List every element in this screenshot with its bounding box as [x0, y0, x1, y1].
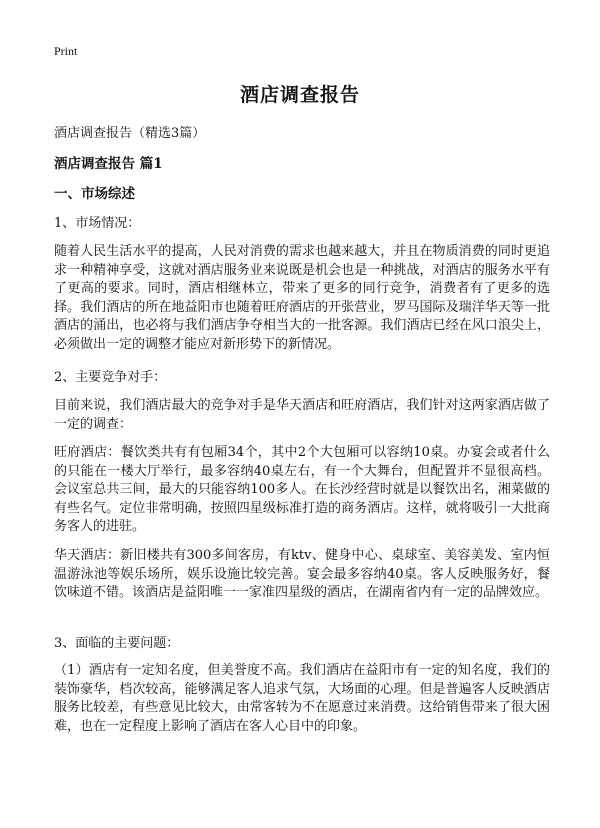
- section-title: 酒店调查报告 篇1: [54, 156, 163, 172]
- huatian-hotel-paragraph: 华天酒店：新旧楼共有300多间客房，有ktv、健身中心、桌球室、美容美发、室内恒温游泳池等娱乐场所，娱乐设施比较完善。宴会最多容纳40桌。客人反映服务好，餐饮味道不错。该酒店是益阳唯一一家准四星级的酒店，在湖南省内有一定的品牌效应。: [54, 548, 550, 600]
- competitors-heading: 2、主要竞争对手：: [54, 370, 167, 385]
- market-situation-heading: 1、市场情况：: [54, 216, 141, 231]
- document-subtitle: 酒店调查报告（精选3篇）: [54, 126, 206, 141]
- document-title: 酒店调查报告: [239, 84, 360, 106]
- market-situation-paragraph: 随着人民生活水平的提高，人民对消费的需求也越来越大，并且在物质消费的同时更追求一种精神享受，这就对酒店服务业来说既是机会也是一种挑战，对酒店的服务水平有了更高的要求。同时，酒店相继林立，带来了更多的同行竞争，消费者有了更多的选择。我们酒店的所在地益阳市也随着旺府酒店的开张营业，罗马国际及瑞洋华天等一批酒店的涌出，也必将与我们酒店争夺相当大的一批客源。我们酒店已经在风口浪尖上，必须做出一定的调整才能应对新形势下的新情况。: [54, 244, 550, 352]
- competitors-intro-paragraph: 目前来说，我们酒店最大的竞争对手是华天酒店和旺府酒店，我们针对这两家酒店做了一定的调查：: [54, 398, 550, 432]
- print-link[interactable]: Print: [54, 44, 78, 58]
- problem-1-paragraph: （1）酒店有一定知名度，但美誉度不高。我们酒店在益阳市有一定的知名度，我们的装饰豪华，档次较高，能够满足客人追求气氛，大场面的心理。但是普遍客人反映酒店服务比较差，有些意见比较大，由常客转为不在愿意过来消费。这给销售带来了很大困难，也在一定程度上影响了酒店在客人心目中的印象。: [54, 663, 550, 734]
- market-overview-heading: 一、市场综述: [54, 186, 135, 202]
- wangfu-hotel-paragraph: 旺府酒店：餐饮类共有有包厢34个，其中2个大包厢可以容纳10桌。办宴会或者什么的只能在一楼大厅举行，最多容纳40桌左右，有一个大舞台，但配置并不显很高档。会议室总共三间，最大的只能容纳100多人。在长沙经营时就是以餐饮出名，湘菜做的有些名气。定位非常明确，按照四星级标准打造的商务酒店。这样，就将吸引一大批商务客人的进驻。: [54, 445, 550, 534]
- main-problems-heading: 3、面临的主要问题：: [54, 636, 180, 651]
